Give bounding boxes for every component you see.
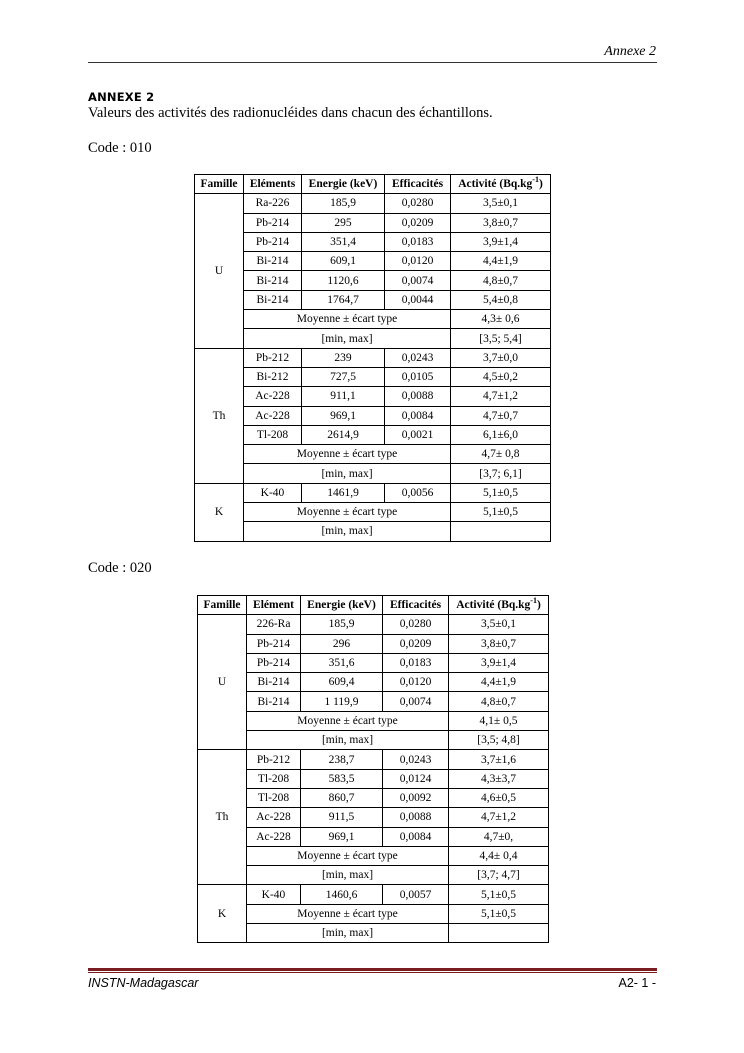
mean-value: 4,7± 0,8 [451,445,551,464]
mean-row [198,904,549,923]
efficiency-cell: 0,0084 [383,827,449,846]
element-cell: Ac-228 [247,808,301,827]
range-label: [min, max] [244,464,451,483]
element-cell: Bi-214 [247,692,301,711]
activity-cell: 4,8±0,7 [451,271,551,290]
table-row [195,483,551,502]
efficiency-cell: 0,0280 [383,615,449,634]
activity-cell: 4,6±0,5 [449,788,549,807]
column-header-efficacite: Efficacités [385,175,451,194]
range-value: [3,7; 4,7] [449,866,549,885]
activity-cell: 4,7±0, [449,827,549,846]
element-cell: Bi-214 [244,252,302,271]
energy-cell: 296 [301,634,383,653]
element-cell: Bi-212 [244,367,302,386]
family-cell: Th [198,750,247,885]
mean-row [195,310,551,329]
energy-cell: 583,5 [301,769,383,788]
element-cell: Tl-208 [247,769,301,788]
activity-cell: 4,7±1,2 [451,387,551,406]
table-row [195,425,551,444]
activity-cell: 3,5±0,1 [449,615,549,634]
family-cell: Th [195,348,244,483]
code-label: Code : 010 [88,140,152,156]
activite-label: Activité (Bq.kg [458,178,533,191]
element-cell: Ra-226 [244,194,302,213]
activite-label-end: ) [536,599,541,612]
activity-cell: 3,5±0,1 [451,194,551,213]
efficiency-cell: 0,0209 [385,213,451,232]
efficiency-cell: 0,0074 [385,271,451,290]
family-cell: K [195,483,244,541]
efficiency-cell: 0,0183 [383,653,449,672]
energy-cell: 609,1 [302,252,385,271]
table-row [195,348,551,367]
range-label: [min, max] [244,329,451,348]
table-row [195,387,551,406]
activity-cell: 3,8±0,7 [449,634,549,653]
element-cell: Pb-214 [244,232,302,251]
energy-cell: 911,5 [301,808,383,827]
table-row [195,271,551,290]
family-cell: U [195,194,244,348]
efficiency-cell: 0,0120 [385,252,451,271]
column-header-element: Elément [247,596,301,615]
element-cell: Ac-228 [247,827,301,846]
range-value: [3,5; 5,4] [451,329,551,348]
mean-label: Moyenne ± écart type [247,711,449,730]
range-value [451,522,551,541]
activity-cell: 4,5±0,2 [451,367,551,386]
column-header-activite [451,175,551,194]
activity-cell: 5,4±0,8 [451,290,551,309]
column-header-energie: Energie (keV) [301,596,383,615]
efficiency-cell: 0,0057 [383,885,449,904]
energy-cell: 969,1 [302,406,385,425]
element-cell: Pb-212 [247,750,301,769]
energy-cell: 1460,6 [301,885,383,904]
element-cell: 226-Ra [247,615,301,634]
element-cell: K-40 [247,885,301,904]
efficiency-cell: 0,0088 [383,808,449,827]
efficiency-cell: 0,0084 [385,406,451,425]
table-row [195,194,551,213]
table-row [198,885,549,904]
element-cell: Bi-214 [247,673,301,692]
efficiency-cell: 0,0243 [383,750,449,769]
energy-cell: 295 [302,213,385,232]
element-cell: Ac-228 [244,406,302,425]
table-row [195,213,551,232]
energy-cell: 969,1 [301,827,383,846]
mean-value: 4,3± 0,6 [451,310,551,329]
mean-label: Moyenne ± écart type [244,503,451,522]
element-cell: Pb-212 [244,348,302,367]
energy-cell: 1120,6 [302,271,385,290]
activity-cell: 5,1±0,5 [451,483,551,502]
annex-title: ANNEXE 2 [88,90,155,104]
efficiency-cell: 0,0183 [385,232,451,251]
efficiency-cell: 0,0044 [385,290,451,309]
table-row [195,406,551,425]
efficiency-cell: 0,0074 [383,692,449,711]
energy-cell: 351,4 [302,232,385,251]
mean-label: Moyenne ± écart type [244,310,451,329]
header-row [195,175,551,194]
activity-cell: 4,3±3,7 [449,769,549,788]
range-value [449,924,549,943]
element-cell: Tl-208 [244,425,302,444]
mean-value: 4,4± 0,4 [449,846,549,865]
efficiency-cell: 0,0092 [383,788,449,807]
efficiency-cell: 0,0209 [383,634,449,653]
mean-row [198,846,549,865]
table-row [198,769,549,788]
range-value: [3,7; 6,1] [451,464,551,483]
range-row [198,731,549,750]
table-row [198,827,549,846]
efficiency-cell: 0,0280 [385,194,451,213]
energy-cell: 1 119,9 [301,692,383,711]
table-row [198,808,549,827]
column-header-energie: Energie (keV) [302,175,385,194]
column-header-activite [449,596,549,615]
table-row [198,750,549,769]
efficiency-cell: 0,0124 [383,769,449,788]
activity-cell: 5,1±0,5 [449,885,549,904]
activity-table [197,595,549,943]
mean-label: Moyenne ± écart type [247,904,449,923]
header-row [198,596,549,615]
energy-cell: 185,9 [302,194,385,213]
column-header-famille: Famille [195,175,244,194]
energy-cell: 911,1 [302,387,385,406]
energy-cell: 609,4 [301,673,383,692]
energy-cell: 351,6 [301,653,383,672]
activity-table [194,174,551,542]
efficiency-cell: 0,0243 [385,348,451,367]
activity-cell: 4,7±0,7 [451,406,551,425]
mean-row [195,503,551,522]
table-row [198,673,549,692]
activity-cell: 4,7±1,2 [449,808,549,827]
table-row [198,692,549,711]
range-row [195,522,551,541]
energy-cell: 1764,7 [302,290,385,309]
energy-cell: 727,5 [302,367,385,386]
annex-subtitle: Valeurs des activités des radionucléides dans chacun des échantillons. [88,105,493,121]
element-cell: Pb-214 [244,213,302,232]
mean-value: 5,1±0,5 [449,904,549,923]
efficiency-cell: 0,0088 [385,387,451,406]
range-value: [3,5; 4,8] [449,731,549,750]
activity-cell: 3,7±0,0 [451,348,551,367]
family-cell: U [198,615,247,750]
table-row [198,788,549,807]
activity-cell: 4,4±1,9 [449,673,549,692]
activity-cell: 4,8±0,7 [449,692,549,711]
element-cell: Pb-214 [247,653,301,672]
mean-value: 5,1±0,5 [451,503,551,522]
efficiency-cell: 0,0056 [385,483,451,502]
table-row [198,634,549,653]
mean-label: Moyenne ± écart type [244,445,451,464]
table-row [195,232,551,251]
activity-cell: 6,1±6,0 [451,425,551,444]
energy-cell: 860,7 [301,788,383,807]
table-row [195,367,551,386]
activity-cell: 3,7±1,6 [449,750,549,769]
footer-rule [88,968,657,971]
column-header-famille: Famille [198,596,247,615]
range-row [195,464,551,483]
energy-cell: 239 [302,348,385,367]
activity-cell: 3,8±0,7 [451,213,551,232]
efficiency-cell: 0,0021 [385,425,451,444]
activity-cell: 4,4±1,9 [451,252,551,271]
mean-row [198,711,549,730]
range-row [198,924,549,943]
element-cell: Tl-208 [247,788,301,807]
range-label: [min, max] [247,731,449,750]
table-row [198,653,549,672]
activite-exponent: -1 [532,175,539,185]
mean-value: 4,1± 0,5 [449,711,549,730]
activite-exponent: -1 [530,596,537,606]
code-label: Code : 020 [88,560,152,576]
element-cell: K-40 [244,483,302,502]
element-cell: Bi-214 [244,290,302,309]
activite-label-end: ) [538,178,543,191]
page-header: Annexe 2 [604,44,656,59]
mean-label: Moyenne ± écart type [247,846,449,865]
table-row [195,290,551,309]
family-cell: K [198,885,247,943]
range-label: [min, max] [247,866,449,885]
element-cell: Pb-214 [247,634,301,653]
table-row [198,615,549,634]
footer-rule [88,972,657,973]
column-header-element: Eléments [244,175,302,194]
efficiency-cell: 0,0120 [383,673,449,692]
efficiency-cell: 0,0105 [385,367,451,386]
header-rule [88,62,657,63]
table-row [195,252,551,271]
element-cell: Ac-228 [244,387,302,406]
energy-cell: 1461,9 [302,483,385,502]
mean-row [195,445,551,464]
element-cell: Bi-214 [244,271,302,290]
activity-cell: 3,9±1,4 [449,653,549,672]
footer-institution: INSTN-Madagascar [88,976,199,990]
energy-cell: 238,7 [301,750,383,769]
range-label: [min, max] [247,924,449,943]
range-row [195,329,551,348]
activity-cell: 3,9±1,4 [451,232,551,251]
footer-page-number: A2- 1 - [618,976,656,990]
column-header-efficacite: Efficacités [383,596,449,615]
range-label: [min, max] [244,522,451,541]
range-row [198,866,549,885]
activite-label: Activité (Bq.kg [456,599,531,612]
energy-cell: 2614,9 [302,425,385,444]
energy-cell: 185,9 [301,615,383,634]
